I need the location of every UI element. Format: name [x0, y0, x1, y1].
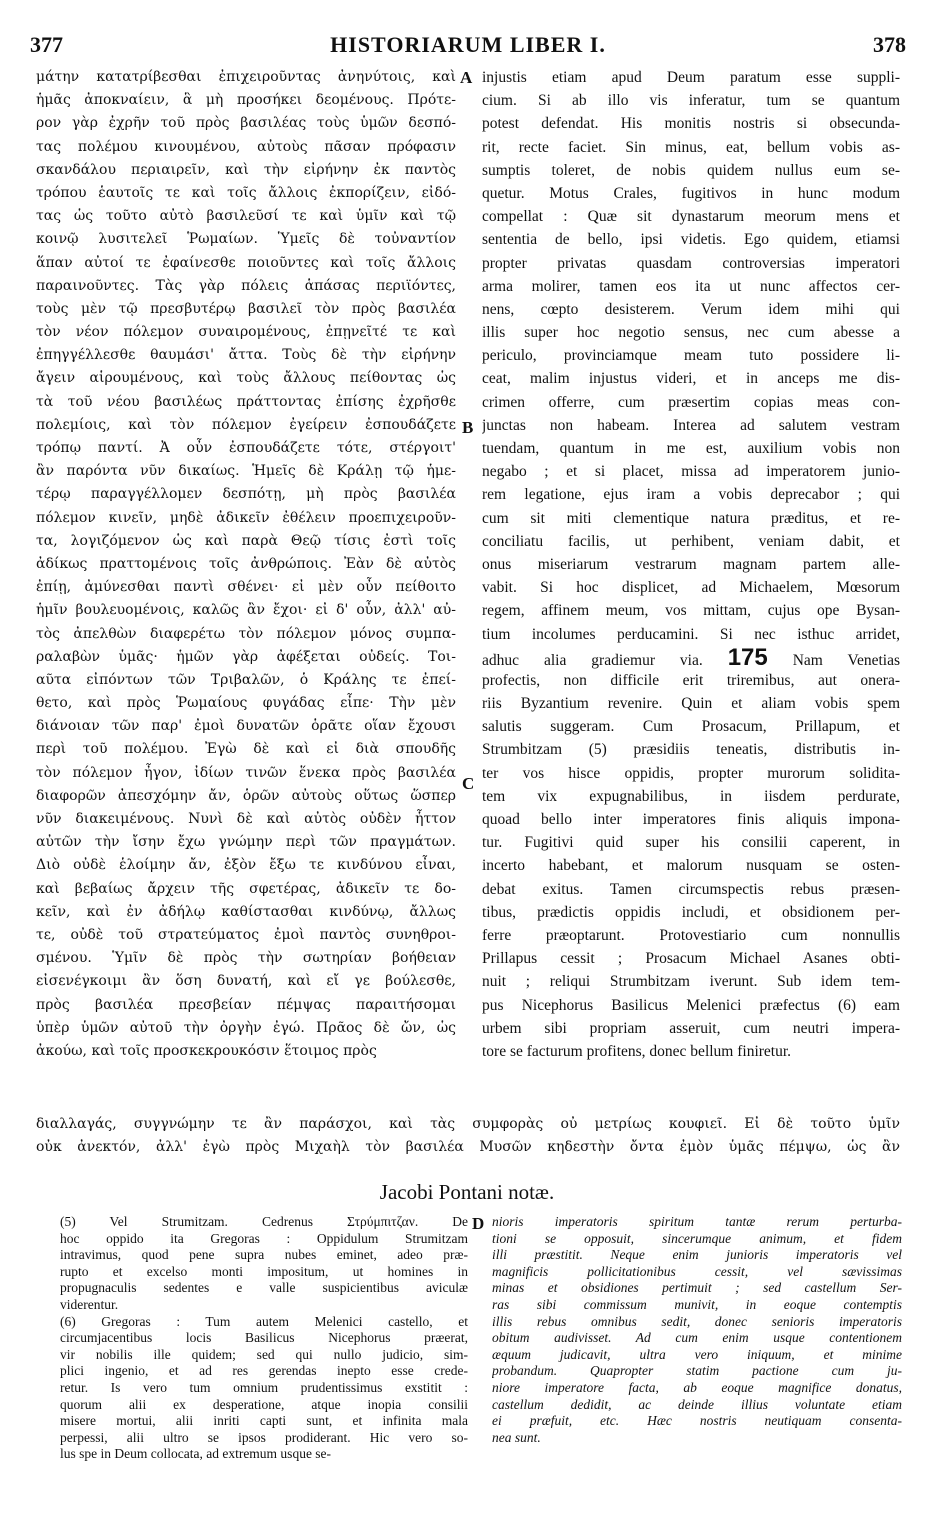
- greek-bridge-line: διαλλαγάς, συγγνώμην τε ἂν παράσχοι, καὶ τὰς συμφορὰς οὐ μετρίως κουφιεῖ. Εἰ δὲ τοῦτο ὑμῖν: [36, 1116, 900, 1132]
- greek-text-line: τε, οὐδὲ τοῦ στρατεύματος ἐμοὶ παντὸς συνηθροι-: [36, 926, 456, 943]
- note-line: illis rebus omnibus sedit, donec senioris imperatoris: [492, 1313, 902, 1329]
- note-line: ei præfuit, etc. Hæc nostris neutiquam consenta-: [492, 1413, 902, 1429]
- latin-text-line: cum sit miti clementique natura præditus, et re-: [482, 509, 900, 527]
- greek-text-line: διάνοιαν τῶν παρ' ἐμοὶ δυνατῶν ὁρᾶτε οἵαν ἔχουσι: [36, 718, 456, 735]
- latin-text-line: tem vix expugnabilibus, in iisdem perdurate,: [482, 787, 900, 805]
- greek-text-line: τέρῳ παραγγέλλομεν δεσπότῃ, μὴ πρὸς βασιλέα: [36, 486, 456, 503]
- latin-text-line: ferre præoptarunt. Protovestiario cum nonnullis: [482, 926, 900, 944]
- latin-text-line: arma molirer, tamen eos ita ut nunc affectos cer-: [482, 277, 900, 295]
- latin-text-line: potest defendat. His monitis nostris si obsecunda-: [482, 115, 900, 133]
- notes-heading: Jacobi Pontani notæ.: [379, 1180, 555, 1204]
- greek-text-line: αῦτα εἰπόντων τῶν Τριβαλῶν, ὁ Κράλης τε ἐπεί-: [36, 671, 456, 688]
- greek-text-line: τοὺς μὲν τῷ πρεσβυτέρῳ βασιλεῖ τὸν πρὸς βασιλέα: [36, 300, 456, 317]
- latin-text-column: [482, 66, 900, 1063]
- note-line: plici ingenio, et ad res gerendas inepto esse crede-: [60, 1363, 468, 1379]
- greek-text-line: κεῖν, καὶ ἐν ἀδήλῳ καθίστασθαι κινδύνῳ, ἄλλως: [36, 903, 456, 920]
- section-marker-a: A: [460, 68, 473, 87]
- latin-text-line: rem legatione, ejus iram a vobis deprecabor ; qui: [482, 486, 900, 504]
- greek-text-line: ἀκούω, καὶ τοῖς προσκεκρουκόσιν ἕτοιμος πρὸς: [36, 1042, 377, 1059]
- greek-text-line: ραλαβὼν ὑμᾶς· ἡμῶν γὰρ ἀφέξεται οὐδείς. Τοι-: [36, 648, 456, 665]
- note-line: probandum. Quapropter statim pactione cum ju-: [492, 1363, 902, 1379]
- greek-text-line: νῦν διακειμένους. Νυνὶ δὲ καὶ αὐτὸς οὐδὲν ἧττον: [36, 811, 456, 827]
- note-line: castellum dedidit, ac deinde illius voluntate etiam: [492, 1396, 902, 1412]
- greek-text-line: τας ὡς τοῦτο αὐτὸ βασιλεῦσί τε καὶ ὑμῖν καὶ τῷ: [36, 208, 456, 225]
- note-line: niore imperatore facta, ab eoque magnifice donatus,: [492, 1379, 902, 1395]
- latin-text-line: ceat, malim injustus videri, et in anceps me dis-: [482, 370, 900, 388]
- note-line: nea sunt.: [492, 1429, 541, 1445]
- latin-text-line: crimen offerre, cum præsertim copias meas con-: [482, 393, 900, 411]
- greek-text-line: ἄγειν αἱρουμένους, καὶ τοὺς ἄλλους πείθοντας ὡς: [36, 370, 456, 387]
- latin-text-line: tium incolumes perducamini. Si nec isthuc arridet,: [482, 625, 900, 643]
- greek-text-line: τρόπῳ παντί. Ἀ οὖν ἐσπουδάζετε τότε, στέργοιτ': [36, 440, 456, 456]
- greek-text-line: σκανδάλου περιαιρεῖν, καὶ τὴν εἰρήνην ἐκ παντὸς: [36, 161, 456, 178]
- latin-text-line-end: Nam Venetias: [767, 651, 900, 669]
- latin-text-line: incerto habebant, et malorum nusquam se osten-: [482, 857, 900, 875]
- latin-text-line: urbem sibi propriam asseruit, cum neutri impera-: [482, 1019, 900, 1037]
- latin-text-line: regem, affinem meum, vos mittam, cujus ope Bysan-: [482, 602, 900, 620]
- latin-text-line: ter vos hisce oppidis, propter murorum solidita-: [482, 764, 900, 782]
- latin-text-line: negabo ; et si placet, missa ad imperatorem junio-: [482, 463, 900, 481]
- section-marker-b: B: [462, 418, 474, 437]
- latin-text-line: junctas non habeam. Interea ad salutem vestram: [482, 416, 900, 434]
- greek-text-line: ἐπηγγέλλεσθε θαυμάσι' ἄττα. Τοὺς δὲ τὴν εἰρήνην: [36, 347, 456, 364]
- greek-text-line: τρόπου ἑαυτοῖς τε καὶ τοῖς ἄλλοις ἐκπορίζειν, εἰδό-: [36, 184, 456, 201]
- latin-text-line: nens, cœpto desisterem. Verum idem mihi qui: [482, 300, 900, 318]
- greek-text-line: ἀδίκως πραττομένοις τοῖς ἀνθρώποις. Ἐὰν δὲ αὐτὸς: [36, 555, 456, 572]
- greek-text-line: ἅπαν αὐτοί τε ἐφαίνεσθε ποιοῦντες καὶ τοῖς ἄλλοις: [36, 254, 456, 271]
- greek-text-line: τὸς ἀπελθὼν διαφερέτω τὸν πόλεμον μόνος συμπα-: [36, 625, 456, 642]
- note-line: rupto et excelso monti impositum, ut homines in: [60, 1263, 468, 1279]
- latin-text-line: conciliatu facilis, ut perhibent, veniam dabit, et: [482, 532, 900, 550]
- latin-text-line: debat exitus. Tamen circumspectis rebus præsen-: [482, 880, 900, 898]
- greek-text-line: ἡμῖν βουλευομένοις, καλῶς ἂν ἔχοι· εἰ δ' οὖν, ἀλλ' αὐ-: [36, 602, 456, 619]
- greek-text-line: τὰ τοῦ νέου βασιλέως πράττοντας ἐπίσης ἐχρῆσθε: [36, 393, 456, 410]
- note-line: minas et obsidiones pertimuit ; sed castellum Ser-: [492, 1280, 902, 1296]
- greek-text-line: αὐτῶν τὴν ἴσην ἔχω γνώμην περὶ τῶν πραγμάτων.: [36, 834, 456, 851]
- note-line: intravimus, quod pene supra nubes eminet, adeo præ-: [60, 1247, 468, 1263]
- greek-text-column: [36, 66, 456, 1063]
- latin-text-line: sumptis toleret, de nobis quidem nullus eum se-: [482, 161, 900, 179]
- latin-text-line: compellat : Quæ sit dynastarum meorum mens et: [482, 208, 900, 226]
- note-line: propugnaculis sedentes e valle suspicientibus aviculæ: [60, 1280, 468, 1296]
- greek-text-line: μάτην κατατρίβεσθαι ἐπιχειροῦντας ἀνηνύτοις, καὶ: [36, 69, 456, 85]
- greek-text-line: ἐπίῃ, ἀμύνεσθαι παντὶ σθένει· εἰ μὲν οὖν πείθοιτο: [36, 579, 456, 596]
- latin-text-line: profectis, non difficile erit triremibus, aut onera-: [482, 671, 900, 689]
- latin-text-line: periculo, provinciamque meam tuto possidere li-: [482, 347, 900, 365]
- greek-text-line: Διὸ οὐδὲ ἑλοίμην ἄν, ἐξὸν ἔξω τε κινδύνου εἶναι,: [36, 857, 456, 874]
- notes-right-column: [492, 1214, 902, 1446]
- page-number-left: 377: [30, 32, 63, 57]
- note-line: tioni se opposuit, sincerumque animum, et fidem: [492, 1230, 902, 1246]
- latin-text-line: injustis etiam apud Deum paratum esse suppli-: [482, 69, 900, 86]
- note-line: vir nobilis ille quidem; sed qui nullo judicio, sim-: [60, 1346, 468, 1362]
- latin-text-line: quetur. Motus Crales, fugitivos in hunc modum: [482, 184, 900, 202]
- latin-text-line-start: adhuc alia gradiemur via.: [482, 651, 728, 669]
- note-line: lus spe in Deum collocata, ad extremum usque se-: [60, 1446, 332, 1462]
- latin-text-line: onus miseriarum vestrarum magnam partem alle-: [482, 555, 900, 573]
- page-number-right: 378: [873, 32, 906, 57]
- latin-text-line: [482, 646, 900, 669]
- note-line: (5) Vel Strumitzam. Cedrenus Στρύμπιτζαν. De: [60, 1214, 468, 1229]
- notes-left-column: [60, 1214, 468, 1463]
- note-line: illi præstitit. Neque enim junioris imperatoris vel: [492, 1247, 902, 1263]
- latin-text-line: cium. Si ab illo vis inferatur, tum se quantum: [482, 92, 900, 110]
- latin-text-line: nuit ; reliqui Strumbitzam iverunt. Sub idem tem-: [482, 973, 900, 991]
- latin-text-line: tur. Fugitivi quid super his consilii caperent, in: [482, 834, 900, 852]
- latin-text-line: vabit. Si hoc displicet, ad Michaelem, Mœsorum: [482, 579, 900, 597]
- greek-text-line: τας πολέμου κινουμένου, αὐτοὺς πᾶσαν πρόφασιν: [36, 138, 456, 155]
- latin-text-line: riis Byzantium revenire. Quin et aliam vobis spem: [482, 695, 900, 713]
- greek-text-line: πόλεμον κινεῖν, μηδὲ ἀδικεῖν ἐθέλειν προεπιχειροῦν-: [36, 509, 456, 526]
- note-line: (6) Gregoras : Tum autem Melenici castello, et: [60, 1313, 468, 1329]
- greek-text-line: τα, λογιζόμενον ὡς καὶ παρὰ Θεῷ τίσις ἐστὶ τοῖς: [36, 532, 456, 549]
- greek-text-line: περὶ τοῦ πολέμου. Ἐγὼ δὲ καὶ εἰ διὰ σπουδῆς: [36, 741, 456, 758]
- section-marker-d: D: [472, 1214, 485, 1233]
- greek-text-line: παραινοῦντες. Τὰς γὰρ πόλεις ἁπάσας περιϊόντες,: [36, 277, 456, 294]
- note-line: misere mortui, alii inriti capti sunt, et infinita mala: [60, 1413, 468, 1429]
- section-marker-c: C: [462, 774, 475, 793]
- note-line: æquum judicavit, ultra vero iniquum, et minime: [492, 1346, 902, 1362]
- greek-text-line: θετο, καὶ πρὸς Ῥωμαίους φυγάδας εἶπε· Τὴν μὲν: [36, 695, 456, 712]
- note-line: magnificis pollicitationibus cessit, vel sævissimas: [492, 1263, 902, 1279]
- greek-text-line: τὸν πόλεμον ἦγον, ἰδίων τινῶν ἕνεκα πρὸς βασιλέα: [36, 764, 456, 781]
- greek-full-width-lines: [36, 1113, 900, 1159]
- note-line: nioris imperatoris spiritum tantæ rerum perturba-: [492, 1214, 902, 1229]
- latin-text-line: pus Nicephorus Basilicus Melenici præfectus (6) eam: [482, 996, 900, 1014]
- latin-text-line: illis super hoc negotio sensus, nec cum abesse a: [482, 324, 900, 342]
- greek-text-line: ρον γὰρ ἐχρῆν τοῦ πρὸς βασιλέας τοὺς ὑμῶν δεσπό-: [36, 115, 456, 132]
- greek-text-line: καὶ βεβαίως ἄρχειν τῆς σφετέρας, ἀδικεῖν τε δο-: [36, 880, 456, 897]
- greek-bridge-line: οὐκ ἀνεκτόν, ἀλλ' ἐγὼ πρὸς Μιχαὴλ τὸν βασιλέα Μυσῶν κηδεστὴν ὄντα ἐμὸν ὑμᾶς πέμψω, ὡς ἂν: [36, 1139, 900, 1156]
- running-title: HISTORIARUM LIBER I.: [330, 32, 606, 57]
- latin-text-line: Prillapus cessit ; Prosacum Michael Asanes obti-: [482, 950, 900, 968]
- chapter-number: 175: [727, 645, 768, 669]
- note-line: perpessi, alii ultro se ipsos prodiderant. Hic vero so-: [60, 1429, 468, 1445]
- note-line: retur. Is vero tum omnium prudentissimus exstitit :: [60, 1379, 468, 1395]
- greek-text-line: πολεμίοις, καὶ τὸν πόλεμον ἐγείρειν ἐσπουδάζετε: [36, 416, 456, 433]
- greek-text-line: σμένου. Ὑμῖν δὲ πρὸς τὴν σωτηρίαν βοήθειαν: [36, 950, 456, 967]
- latin-text-line: salutis suggeram. Cum Prosacum, Prillapum, et: [482, 718, 900, 736]
- latin-text-line: sententia de bello, ipsi videtis. Ego quidem, etiamsi: [482, 231, 900, 249]
- running-header: [30, 32, 906, 58]
- greek-text-line: κοινῷ λυσιτελεῖ Ῥωμαίων. Ὑμεῖς δὲ τοὐναντίον: [36, 231, 456, 248]
- latin-text-line: propter privatas quasdam controversias imperatori: [482, 254, 900, 272]
- note-line: obitum audivisset. Ad cum enim usque contentionem: [492, 1330, 902, 1346]
- latin-text-line: tibus, prædictis oppidis includi, et obsidionem per-: [482, 903, 900, 921]
- greek-text-line: διαφορῶν ἀπεσχόμην ἄν, ὁρῶν αὐτοὺς οὕτως ὥσπερ: [36, 787, 456, 804]
- greek-text-line: ὑπὲρ ὑμῶν αὐτοῦ τὴν ὀργὴν ἐγώ. Πρᾶος δὲ ὤν, ὡς: [36, 1019, 456, 1036]
- latin-text-line: quoad bello inter imperatores finis aliquis impona-: [482, 811, 900, 828]
- note-line: hoc oppido ita Gregoras : Oppidulum Strumitzam: [60, 1230, 468, 1246]
- note-line: quorum alii ex desperatione, atque inopia consilii: [60, 1396, 468, 1412]
- greek-text-line: πρὸς βασιλέα πρεσβείαν πέμψας παραιτήσομαι: [36, 996, 456, 1013]
- latin-text-line: tore se facturum profitens, donec bellum finiretur.: [482, 1042, 792, 1060]
- latin-text-line: Strumbitzam (5) præsidiis teneatis, distributis in-: [482, 741, 900, 759]
- greek-text-line: εἰσενέγκοιμι ἂν ὅση δυνατή, καὶ εἴ γε βούλεσθε,: [36, 973, 456, 990]
- note-line: ras sibi commissum munivit, in eoque contemptis: [492, 1296, 902, 1312]
- greek-text-line: ἂν παρόντα νῦν δικαίως. Ἡμεῖς δὲ Κράλῃ τῷ ἡμε-: [36, 463, 456, 480]
- latin-text-line: rit, recte faciet. Sin minus, eat, bellum vobis as-: [482, 138, 900, 156]
- greek-text-line: ἡμᾶς ἀποκναίειν, ἃ μὴ προσήκει δεομένους. Πρότε-: [36, 92, 456, 109]
- note-line: viderentur.: [60, 1296, 119, 1312]
- note-line: circumjacentibus locis Basilicus Nicephorus præerat,: [60, 1330, 468, 1346]
- latin-text-line: tuendam, quantum in me est, auxilium vobis non: [482, 440, 900, 457]
- greek-text-line: τὸν νέον πόλεμον συναιρομένους, ἐπῃνεῖτέ τε καὶ: [36, 324, 456, 341]
